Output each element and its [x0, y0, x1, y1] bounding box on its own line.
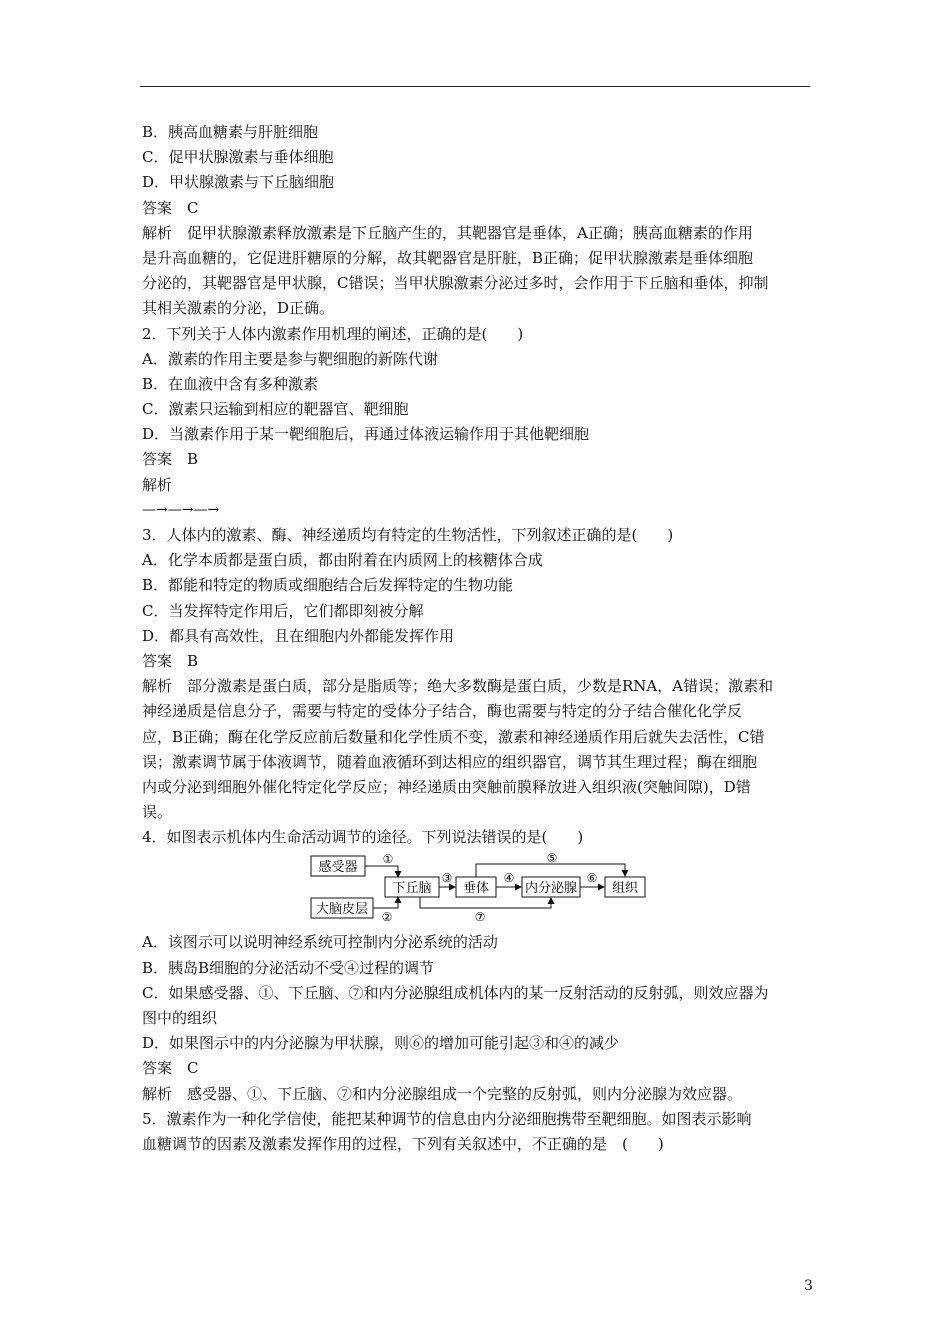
- q2-arrows: —→—→—→: [142, 501, 220, 518]
- pituitary-label: 垂体: [462, 881, 490, 897]
- q2-analysis: 解析: [142, 475, 173, 494]
- q1-analysis-line: 其相关激素的分泌，D正确。: [142, 299, 335, 318]
- tissue-label: 组织: [611, 881, 639, 897]
- q4-option-c-cont: 图中的组织: [142, 1009, 218, 1027]
- q5-stem-line: 血糖调节的因素及激素发挥作用的过程，下列有关叙述中，不正确的是 ( ): [142, 1134, 664, 1153]
- q3-analysis-line: 误。: [142, 803, 173, 822]
- receptor-label: 感受器: [318, 860, 358, 876]
- header-rule: [140, 86, 810, 87]
- endocrine-label: 内分泌腺: [524, 881, 578, 897]
- q3-analysis-line: 误；激素调节属于体液调节，随着血液循环到达相应的组织器官，调节其生理过程；酶在细胞: [142, 752, 758, 771]
- q3-stem: 3．人体内的激素、酶、神经递质均有特定的生物活性，下列叙述正确的是( ): [142, 526, 674, 544]
- q3-option-b: B．都能和特定的物质或细胞结合后发挥特定的生物功能: [142, 576, 514, 595]
- q3-analysis-line: 解析 部分激素是蛋白质，部分是脂质等；绝大多数酶是蛋白质，少数是RNA，A错误；激素和: [142, 677, 774, 696]
- q2-option-d: D．当激素作用于某一靶细胞后，再通过体液运输作用于其他靶细胞: [142, 425, 590, 444]
- label-3: ③: [441, 871, 453, 886]
- label-6: ⑥: [586, 871, 598, 886]
- q4-option-a: A．该图示可以说明神经系统可控制内分泌系统的活动: [142, 933, 498, 952]
- option-c: C．促甲状腺激素与垂体细胞: [142, 148, 334, 167]
- q3-option-c: C．当发挥特定作用后，它们都即刻被分解: [142, 601, 424, 620]
- regulation-pathway-diagram: [142, 852, 812, 926]
- q3-option-d: D．都具有高效性，且在细胞内外都能发挥作用: [142, 626, 455, 645]
- page-number: 3: [804, 1278, 813, 1294]
- q3-option-a: A．化学本质都是蛋白质，都由附着在内质网上的核糖体合成: [142, 551, 543, 570]
- arrow-7: [420, 897, 551, 908]
- q1-analysis-line: 解析 促甲状腺激素释放激素是下丘脑产生的，其靶器官是垂体，A正确；胰高血糖素的作用: [142, 223, 753, 242]
- label-7: ⑦: [474, 910, 486, 925]
- hypothalamus-label: 下丘脑: [392, 881, 432, 897]
- arrow-1: [365, 866, 398, 877]
- q4-option-d: D．如果图示中的内分泌腺为甲状腺，则⑥的增加可能引起③和④的减少: [142, 1034, 620, 1053]
- option-d: D．甲状腺激素与下丘脑细胞: [142, 173, 335, 192]
- q5-stem-line: 5．激素作为一种化学信使，能把某种调节的信息由内分泌细胞携带至靶细胞。如图表示影响: [142, 1109, 752, 1128]
- q2-option-c: C．激素只运输到相应的靶器官、靶细胞: [142, 400, 409, 419]
- q4-stem: 4．如图表示机体内生命活动调节的途径。下列说法错误的是( ): [142, 828, 584, 847]
- pathway-svg: [310, 852, 650, 924]
- q4-analysis: 解析 感受器、①、下丘脑、⑦和内分泌腺组成一个完整的反射弧，则内分泌腺为效应器。: [142, 1084, 743, 1103]
- q1-answer: 答案 C: [142, 198, 199, 217]
- q1-analysis-line: 是升高血糖的，它促进肝糖原的分解，故其靶器官是肝脏，B正确；促甲状腺激素是垂体细胞: [142, 248, 754, 267]
- q1-analysis-line: 分泌的，其靶器官是甲状腺，C错误；当甲状腺激素分泌过多时，会作用于下丘脑和垂体，抑制: [142, 274, 769, 293]
- q4-option-c: C．如果感受器、①、下丘脑、⑦和内分泌腺组成机体内的某一反射活动的反射弧，则效应器为: [142, 983, 769, 1002]
- option-b: B．胰高血糖素与肝脏细胞: [142, 123, 319, 141]
- q3-analysis-line: 内或分泌到细胞外催化特定化学反应；神经递质由突触前膜释放进入组织液(突触间隙)，D错: [142, 777, 751, 796]
- arrow-2: [373, 897, 398, 908]
- label-4: ④: [503, 871, 515, 886]
- label-2: ②: [381, 910, 393, 925]
- q2-option-b: B．在血液中含有多种激素: [142, 374, 319, 393]
- q2-stem: 2．下列关于人体内激素作用机理的阐述，正确的是( ): [142, 324, 524, 343]
- q4-option-b: B．胰岛B细胞的分泌活动不受④过程的调节: [142, 958, 435, 977]
- q3-answer: 答案 B: [142, 651, 199, 670]
- label-5: ⑤: [546, 852, 558, 866]
- q3-analysis-line: 神经递质是信息分子，需要与特定的受体分子结合，酶也需要与特定的分子结合催化化学反: [142, 702, 743, 721]
- arrow-5: [476, 864, 625, 877]
- q3-analysis-line: 应，B正确；酶在化学反应前后数量和化学性质不变，激素和神经递质作用后就失去活性，C错: [142, 727, 765, 746]
- cortex-label: 大脑皮层: [315, 902, 369, 918]
- document-body: [142, 120, 812, 1157]
- q2-option-a: A．激素的作用主要是参与靶细胞的新陈代谢: [142, 349, 438, 368]
- q2-answer: 答案 B: [142, 450, 199, 469]
- q4-answer: 答案 C: [142, 1059, 199, 1078]
- label-1: ①: [382, 852, 394, 867]
